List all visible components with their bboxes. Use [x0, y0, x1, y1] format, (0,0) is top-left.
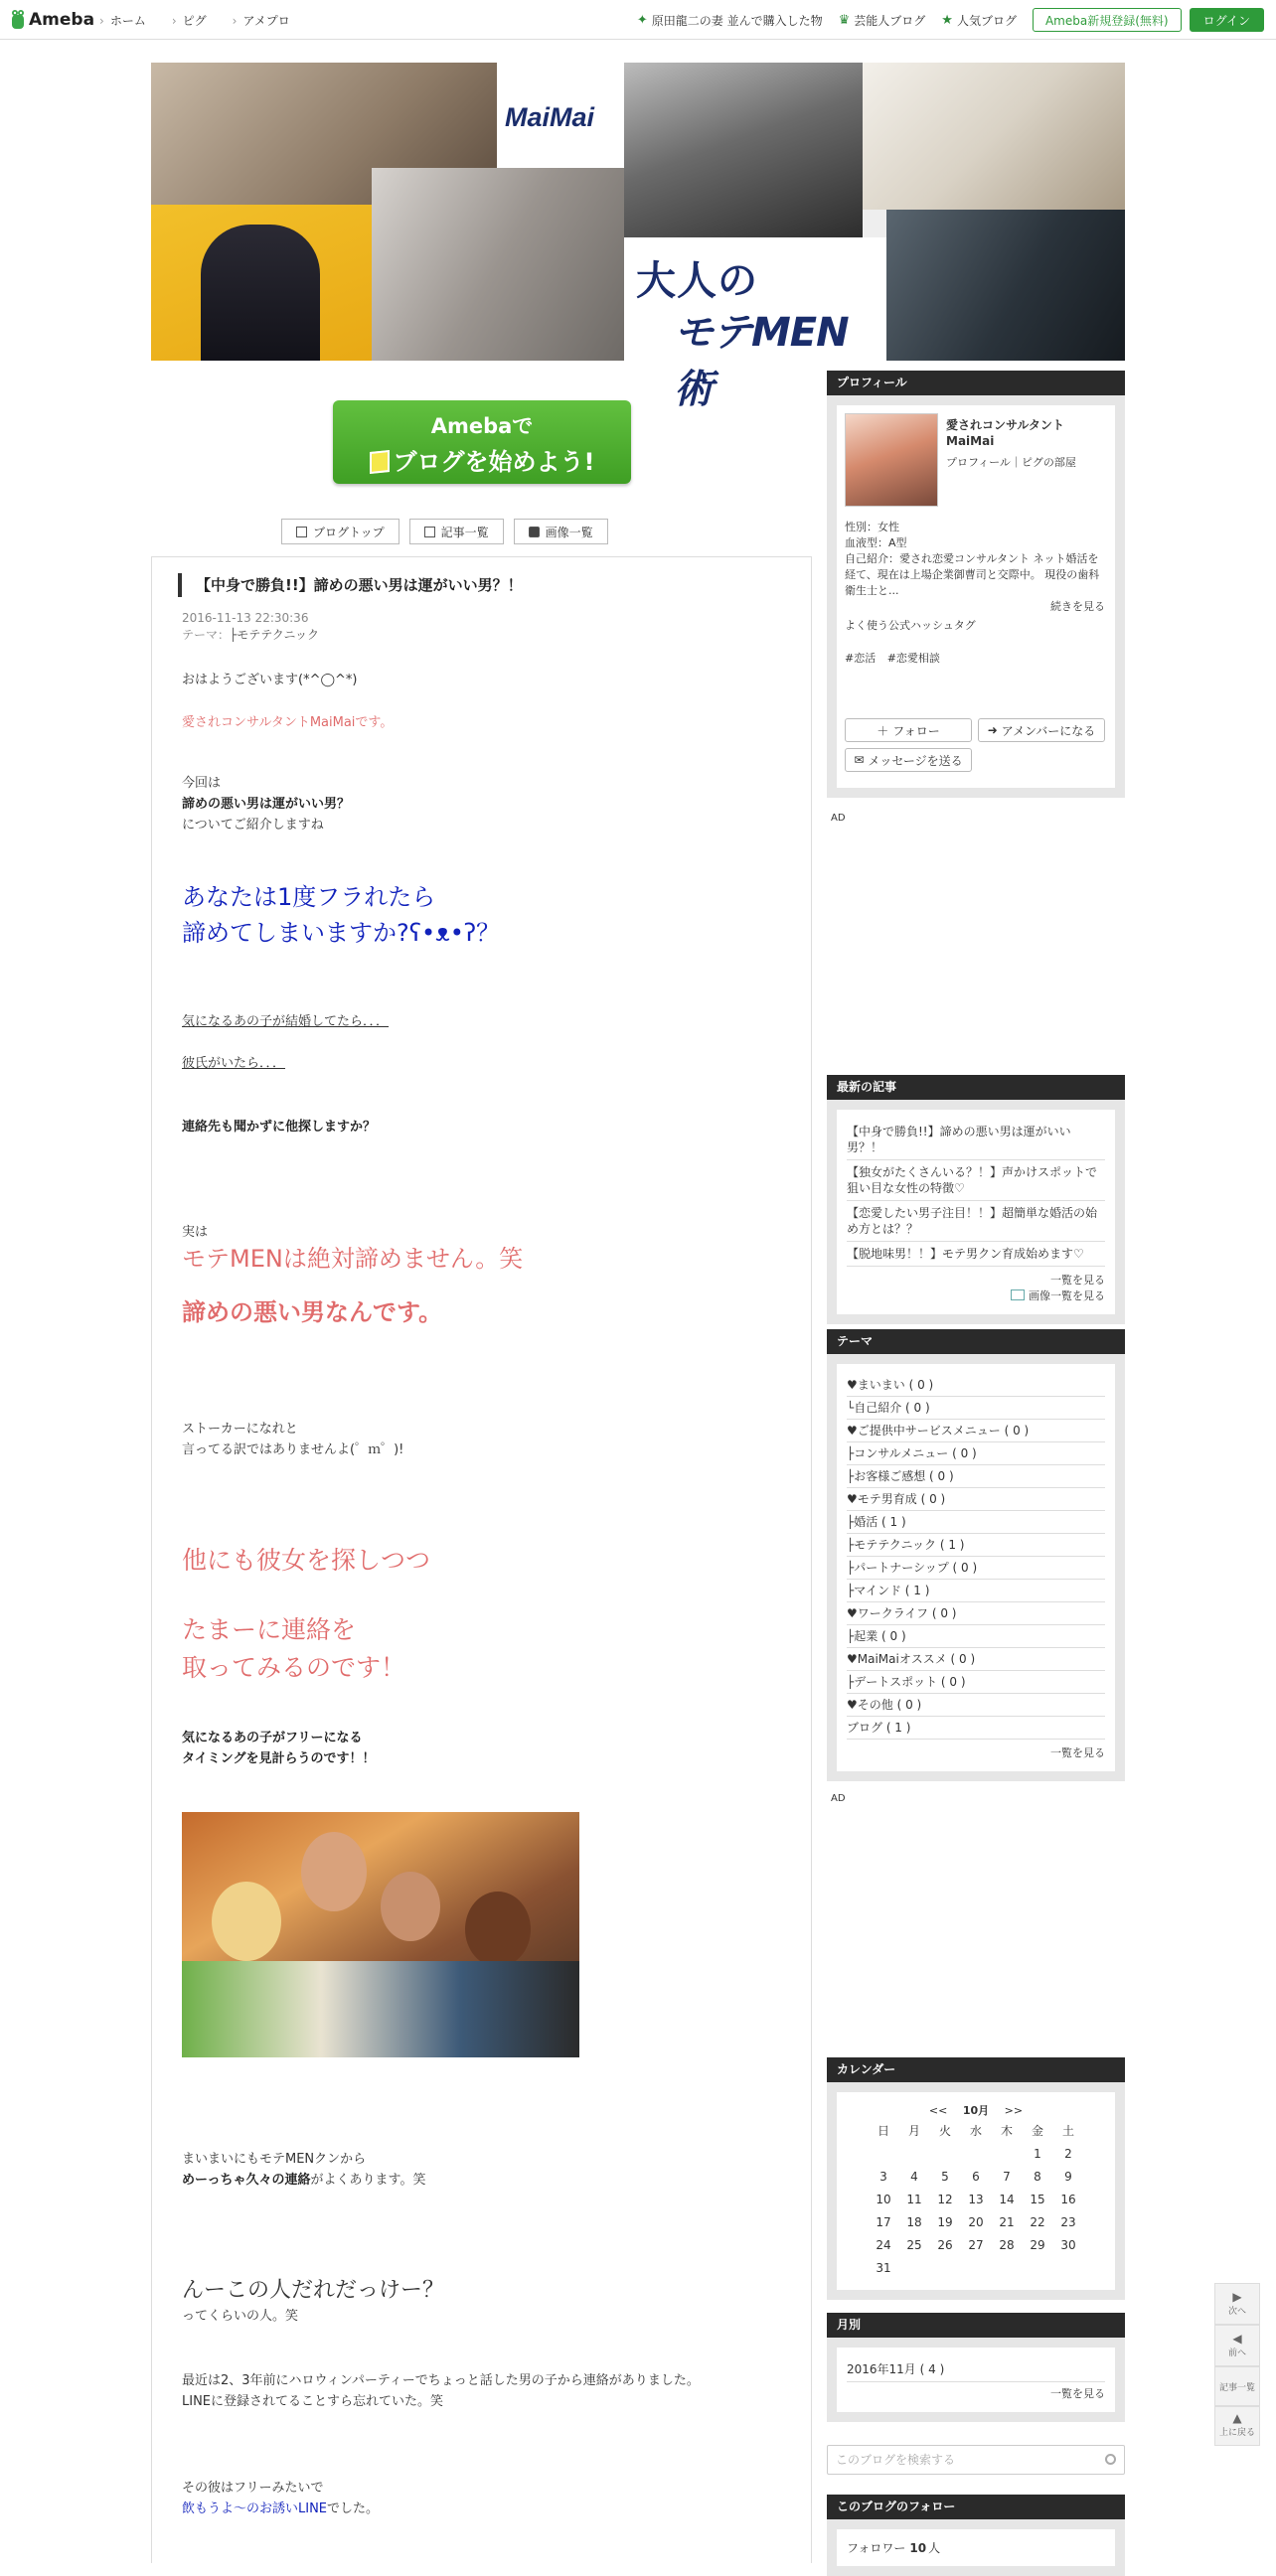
- popular-blog-link[interactable]: [941, 12, 1017, 29]
- p3b: 諦めの悪い男は運がいい男？: [182, 797, 351, 812]
- p6b: モテMENは絶対諦めません。笑: [182, 1245, 524, 1273]
- theme-item[interactable]: ├デートスポット ( 0 ): [847, 1671, 1105, 1694]
- followers-count: 10: [909, 2541, 927, 2555]
- p13c: でした。: [327, 2501, 380, 2516]
- p6c: 諦めの悪い男なんです。: [182, 1298, 443, 1326]
- theme-item[interactable]: ├モテテクニック ( 1 ): [847, 1534, 1105, 1557]
- photo-man-yellow: [151, 205, 372, 361]
- calendar-day: [1053, 2257, 1084, 2280]
- trend-link[interactable]: [637, 12, 823, 29]
- theme-item[interactable]: ♥ご提供中サービスメニュー ( 0 ): [847, 1420, 1105, 1442]
- camera-icon: [529, 527, 540, 537]
- hashtag-1[interactable]: #恋活: [845, 652, 877, 665]
- calendar-day: [992, 2257, 1023, 2280]
- article-title[interactable]: 【中身で勝負!!】諦めの悪い男は運がいい男？！: [178, 573, 774, 597]
- search-icon[interactable]: [1105, 2454, 1116, 2465]
- themes-widget: [827, 1329, 1125, 1781]
- profile-avatar[interactable]: [845, 413, 938, 507]
- login-button[interactable]: ログイン: [1190, 8, 1264, 32]
- prev-arrow-icon: ◀: [1232, 2332, 1242, 2346]
- calendar-day[interactable]: 30: [1060, 2238, 1076, 2252]
- theme-item[interactable]: ├お客様ご感想 ( 0 ): [847, 1465, 1105, 1488]
- top-bar: [0, 0, 1276, 40]
- ad-label: AD: [831, 813, 846, 824]
- calendar-weekday: 日: [877, 2124, 889, 2138]
- p3c: についてご紹介しますね: [182, 818, 324, 833]
- p10a: まいまいにもモテMENクンから: [182, 2152, 367, 2167]
- top-label: 上に戻る: [1218, 2428, 1255, 2438]
- article-list-button[interactable]: 記事一覧: [1214, 2366, 1260, 2406]
- monthly-more-link[interactable]: 一覧を見る: [1050, 2387, 1105, 2400]
- calendar-day[interactable]: 11: [906, 2193, 922, 2206]
- p3a: 今回は: [182, 776, 222, 791]
- nav-home[interactable]: › ホーム: [99, 12, 146, 29]
- calendar-day[interactable]: 21: [999, 2215, 1015, 2229]
- recent-heading: 最新の記事: [827, 1075, 1125, 1100]
- followers-label: フォロワー: [847, 2541, 906, 2555]
- profile-heading: プロフィール: [827, 371, 1125, 395]
- calendar-day[interactable]: 12: [937, 2193, 953, 2206]
- calendar-day[interactable]: 22: [1030, 2215, 1045, 2229]
- theme-item[interactable]: ├コンサルメニュー ( 0 ): [847, 1442, 1105, 1465]
- calendar-day[interactable]: 5: [941, 2170, 949, 2184]
- tab-article-list-label: 記事一覧: [440, 525, 489, 539]
- theme-item[interactable]: ♥モテ男育成 ( 0 ): [847, 1488, 1105, 1511]
- monthly-widget: [827, 2313, 1125, 2422]
- photo-man-portrait: [886, 210, 1125, 361]
- profile-intro: 自己紹介：愛され恋愛コンサルタント ネット婚活を経て、現在は上場企業御曹司と交際中。 現役の歯科衛生士と...: [845, 552, 1100, 597]
- calendar-day[interactable]: 28: [999, 2238, 1015, 2252]
- calendar-day: [961, 2143, 992, 2166]
- calendar-next[interactable]: >>: [1004, 2104, 1024, 2117]
- celebrity-blog-label: 芸能人ブログ: [854, 13, 926, 28]
- image-icon: [1011, 1289, 1025, 1300]
- copy-icon: [424, 527, 435, 537]
- calendar-day: [899, 2143, 930, 2166]
- calendar-weekday: 土: [1061, 2124, 1074, 2138]
- p12b: LINEに登録されてることすら忘れていた。笑: [182, 2394, 444, 2409]
- p5: 連絡先も聞かずに他探しますか？: [182, 1120, 377, 1135]
- brand-box: [497, 63, 624, 168]
- photo-man-watch: [372, 168, 624, 361]
- calendar-day[interactable]: 15: [1030, 2193, 1045, 2206]
- amember-icon: ➜: [987, 723, 998, 737]
- theme-item[interactable]: ♥MaiMaiオススメ ( 0 ): [847, 1648, 1105, 1671]
- p4b: 彼氏がいたら．．．: [182, 1056, 286, 1071]
- p8a: 他にも彼女を探しつつ: [182, 1546, 431, 1575]
- calendar-weekday: 水: [969, 2124, 982, 2138]
- tab-article-list[interactable]: [409, 519, 504, 544]
- search-placeholder: このブログを検索する: [836, 2453, 956, 2467]
- recent-item[interactable]: 【脱地味男！！】モテ男クン育成始めます♡: [847, 1242, 1105, 1267]
- follow-button[interactable]: [845, 718, 972, 742]
- calendar-day[interactable]: 26: [937, 2238, 953, 2252]
- calendar-widget: [827, 2057, 1125, 2300]
- celebrity-blog-link[interactable]: [839, 12, 926, 29]
- calendar-day[interactable]: 14: [999, 2193, 1015, 2206]
- calendar-day: [899, 2257, 930, 2280]
- calendar-day: [992, 2143, 1023, 2166]
- p11a: んーこの人だれだっけー？: [182, 2278, 445, 2303]
- calendar-day[interactable]: 27: [968, 2238, 984, 2252]
- calendar-day[interactable]: 31: [876, 2261, 891, 2275]
- logo-text: Ameba: [29, 10, 95, 30]
- calendar-day[interactable]: 7: [1003, 2170, 1011, 2184]
- article-theme-link[interactable]: ├モテテクニック: [230, 628, 320, 642]
- profile-name1[interactable]: 愛されコンサルタント: [946, 418, 1064, 432]
- followers-widget: [827, 2495, 1125, 2576]
- calendar-day: [869, 2143, 899, 2166]
- calendar-day[interactable]: 3: [879, 2170, 887, 2184]
- followers-unit: 人: [928, 2541, 941, 2555]
- back-to-top-button[interactable]: [1214, 2406, 1260, 2446]
- amember-button[interactable]: [978, 718, 1105, 742]
- article: [151, 556, 812, 2563]
- calendar-prev[interactable]: <<: [928, 2104, 948, 2117]
- calendar-month: 10月: [962, 2104, 990, 2117]
- theme-item[interactable]: ブログ ( 1 ): [847, 1717, 1105, 1740]
- calendar-day[interactable]: 4: [910, 2170, 918, 2184]
- profile-links[interactable]: プロフィール｜ピグの部屋: [946, 456, 1076, 469]
- calendar-day[interactable]: 18: [906, 2215, 922, 2229]
- p13a: その彼はフリーみたいで: [182, 2481, 324, 2496]
- photo-man-suit: [624, 63, 863, 237]
- theme-item[interactable]: ├起業 ( 0 ): [847, 1625, 1105, 1648]
- start-blog-button[interactable]: [333, 400, 631, 484]
- p10c: がよくあります。笑: [310, 2173, 426, 2188]
- cta-line1: Amebaで: [430, 414, 534, 438]
- calendar-day[interactable]: 13: [968, 2193, 984, 2206]
- next-article-button[interactable]: [1214, 2283, 1260, 2325]
- profile-more-link[interactable]: 続きを見る: [1050, 600, 1105, 613]
- p9a: 気になるあの子がフリーになる: [182, 1731, 363, 1745]
- calendar-heading: カレンダー: [827, 2057, 1125, 2082]
- calendar-grid: [869, 2120, 1084, 2280]
- recent-item[interactable]: 【中身で勝負!!】諦めの悪い男は運がいい男？！: [847, 1120, 1105, 1160]
- p11b: ってくらいの人。笑: [182, 2309, 299, 2324]
- theme-item[interactable]: └自己紹介 ( 0 ): [847, 1397, 1105, 1420]
- themes-more-link[interactable]: 一覧を見る: [1050, 1746, 1105, 1759]
- monthly-item[interactable]: 2016年11月 ( 4 ): [847, 2357, 1105, 2382]
- prev-label: 前へ: [1227, 2349, 1246, 2358]
- calendar-weekday: 木: [1000, 2124, 1013, 2138]
- profile-name2[interactable]: MaiMai: [946, 434, 995, 448]
- recent-more-link[interactable]: 一覧を見る: [1050, 1274, 1105, 1287]
- article-date: 2016-11-13 22:30:36: [182, 611, 309, 625]
- ad-label: AD: [831, 1793, 846, 1804]
- prev-article-button[interactable]: [1214, 2325, 1260, 2366]
- calendar-day[interactable]: 1: [1034, 2147, 1041, 2161]
- register-button[interactable]: Ameba新規登録(無料): [1033, 8, 1182, 32]
- profile-gender: 性別：女性: [845, 521, 899, 533]
- calendar-day[interactable]: 10: [876, 2193, 891, 2206]
- p7a: ストーカーになれと: [182, 1422, 298, 1437]
- doc-icon: [296, 527, 307, 537]
- cta-line2: ブログを始めよう!: [393, 448, 595, 476]
- monthly-heading: 月別: [827, 2313, 1125, 2338]
- question-line1: あなたは1度フラれたら: [182, 883, 436, 911]
- question-line2: 諦めてしまいますか?ʕ•ᴥ•ʔ？: [182, 919, 501, 947]
- star-icon: ✦: [636, 12, 648, 28]
- greeting: おはようございます(*^◯^*): [182, 673, 358, 687]
- banner-title-line1: 大人の: [636, 258, 758, 304]
- message-button[interactable]: [845, 748, 972, 772]
- brand-logo: MaiMai: [505, 102, 595, 132]
- trend-link-label: 原田龍二の妻 並んで購入した物: [651, 13, 823, 28]
- p6a: 実は: [182, 1225, 209, 1240]
- theme-item[interactable]: ♥ワークライフ ( 0 ): [847, 1602, 1105, 1625]
- photo-man-reading: [863, 63, 1125, 210]
- calendar-day[interactable]: 29: [1030, 2238, 1045, 2252]
- calendar-day[interactable]: 16: [1060, 2193, 1076, 2206]
- hashtag-title: よく使う公式ハッシュタグ: [845, 619, 976, 632]
- ameba-frog-icon: [10, 9, 26, 31]
- calendar-day: [1023, 2257, 1053, 2280]
- theme-item[interactable]: ├パートナーシップ ( 0 ): [847, 1557, 1105, 1580]
- message-label: メッセージを送る: [868, 753, 963, 768]
- followers-heading: このブログのフォロー: [827, 2495, 1125, 2519]
- mail-icon: ✉: [854, 753, 865, 767]
- amember-label: アメンバーになる: [1001, 723, 1096, 738]
- calendar-day[interactable]: 24: [876, 2238, 891, 2252]
- p8b: たまーに連絡を: [182, 1615, 357, 1644]
- intro-line: 愛されコンサルタントMaiMaiです。: [182, 715, 394, 730]
- nav-amepro[interactable]: › アメプロ: [233, 12, 290, 29]
- theme-item[interactable]: ♥その他 ( 0 ): [847, 1694, 1105, 1717]
- themes-heading: テーマ: [827, 1329, 1125, 1354]
- calendar-day[interactable]: 6: [972, 2170, 980, 2184]
- calendar-day[interactable]: 19: [937, 2215, 953, 2229]
- follow-label: フォロー: [892, 723, 940, 738]
- next-arrow-icon: ▶: [1232, 2290, 1242, 2304]
- article-group-photo[interactable]: [182, 1812, 579, 2057]
- calendar-day[interactable]: 25: [906, 2238, 922, 2252]
- hashtag-2[interactable]: #恋愛相談: [886, 652, 940, 665]
- crown-icon: ♛: [838, 12, 851, 28]
- theme-label: テーマ：: [182, 628, 231, 642]
- calendar-day[interactable]: 23: [1060, 2215, 1076, 2229]
- calendar-day[interactable]: 2: [1064, 2147, 1072, 2161]
- calendar-day: [930, 2257, 961, 2280]
- plus-icon: ＋: [877, 723, 889, 738]
- calendar-weekday: 月: [907, 2124, 920, 2138]
- profile-widget: [827, 371, 1125, 798]
- tab-blog-top-label: ブログトップ: [313, 525, 385, 539]
- tab-blog-top[interactable]: [281, 519, 399, 544]
- calendar-day[interactable]: 17: [876, 2215, 891, 2229]
- recent-image-list-link[interactable]: 画像一覧を見る: [1029, 1289, 1105, 1302]
- calendar-day[interactable]: 20: [968, 2215, 984, 2229]
- calendar-weekday: 火: [938, 2124, 951, 2138]
- calendar-day: [930, 2143, 961, 2166]
- star-icon: ★: [941, 12, 953, 28]
- recent-articles-widget: [827, 1075, 1125, 1324]
- calendar-day[interactable]: 9: [1064, 2170, 1072, 2184]
- recent-item[interactable]: 【恋愛したい男子注目！！】超簡単な婚活の始め方とは？？: [847, 1201, 1105, 1242]
- theme-item[interactable]: ├マインド ( 1 ): [847, 1580, 1105, 1602]
- p7b: 言ってる訳ではありませんよ(゜ｍ゜)!: [182, 1442, 404, 1457]
- theme-item[interactable]: ♥まいまい ( 0 ): [847, 1374, 1105, 1397]
- banner-title-line2: モテMEN術: [674, 310, 849, 412]
- p12a: 最近は2、3年前にハロウィンパーティーでちょっと話した男の子から連絡がありました。: [182, 2373, 700, 2388]
- p9b: タイミングを見計らうのです！！: [182, 1751, 376, 1766]
- up-arrow-icon: ▲: [1232, 2411, 1242, 2425]
- theme-item[interactable]: ├婚活 ( 1 ): [847, 1511, 1105, 1534]
- p8c: 取ってみるのです！: [182, 1653, 406, 1682]
- p4a: 気になるあの子が結婚してたら．．．: [182, 1014, 390, 1029]
- p13b: 飲もうよ〜のお誘いLINE: [182, 2501, 328, 2516]
- popular-blog-label: 人気ブログ: [956, 13, 1017, 28]
- p10b: めーっちゃ久々の連絡: [182, 2173, 311, 2188]
- profile-blood: 血液型：A型: [845, 536, 907, 549]
- calendar-weekday: 金: [1031, 2124, 1043, 2138]
- tab-image-list-label: 画像一覧: [545, 525, 593, 539]
- book-icon: [370, 450, 390, 474]
- nav-pigg[interactable]: › ピグ: [172, 12, 207, 29]
- ameba-logo[interactable]: [10, 8, 94, 32]
- recent-item[interactable]: 【独女がたくさんいる？！】声かけスポットで狙い目な女性の特徴♡: [847, 1160, 1105, 1201]
- calendar-day[interactable]: 8: [1034, 2170, 1041, 2184]
- tab-image-list[interactable]: [514, 519, 608, 544]
- blog-search-input[interactable]: [827, 2445, 1125, 2475]
- calendar-day: [961, 2257, 992, 2280]
- next-label: 次へ: [1227, 2307, 1246, 2317]
